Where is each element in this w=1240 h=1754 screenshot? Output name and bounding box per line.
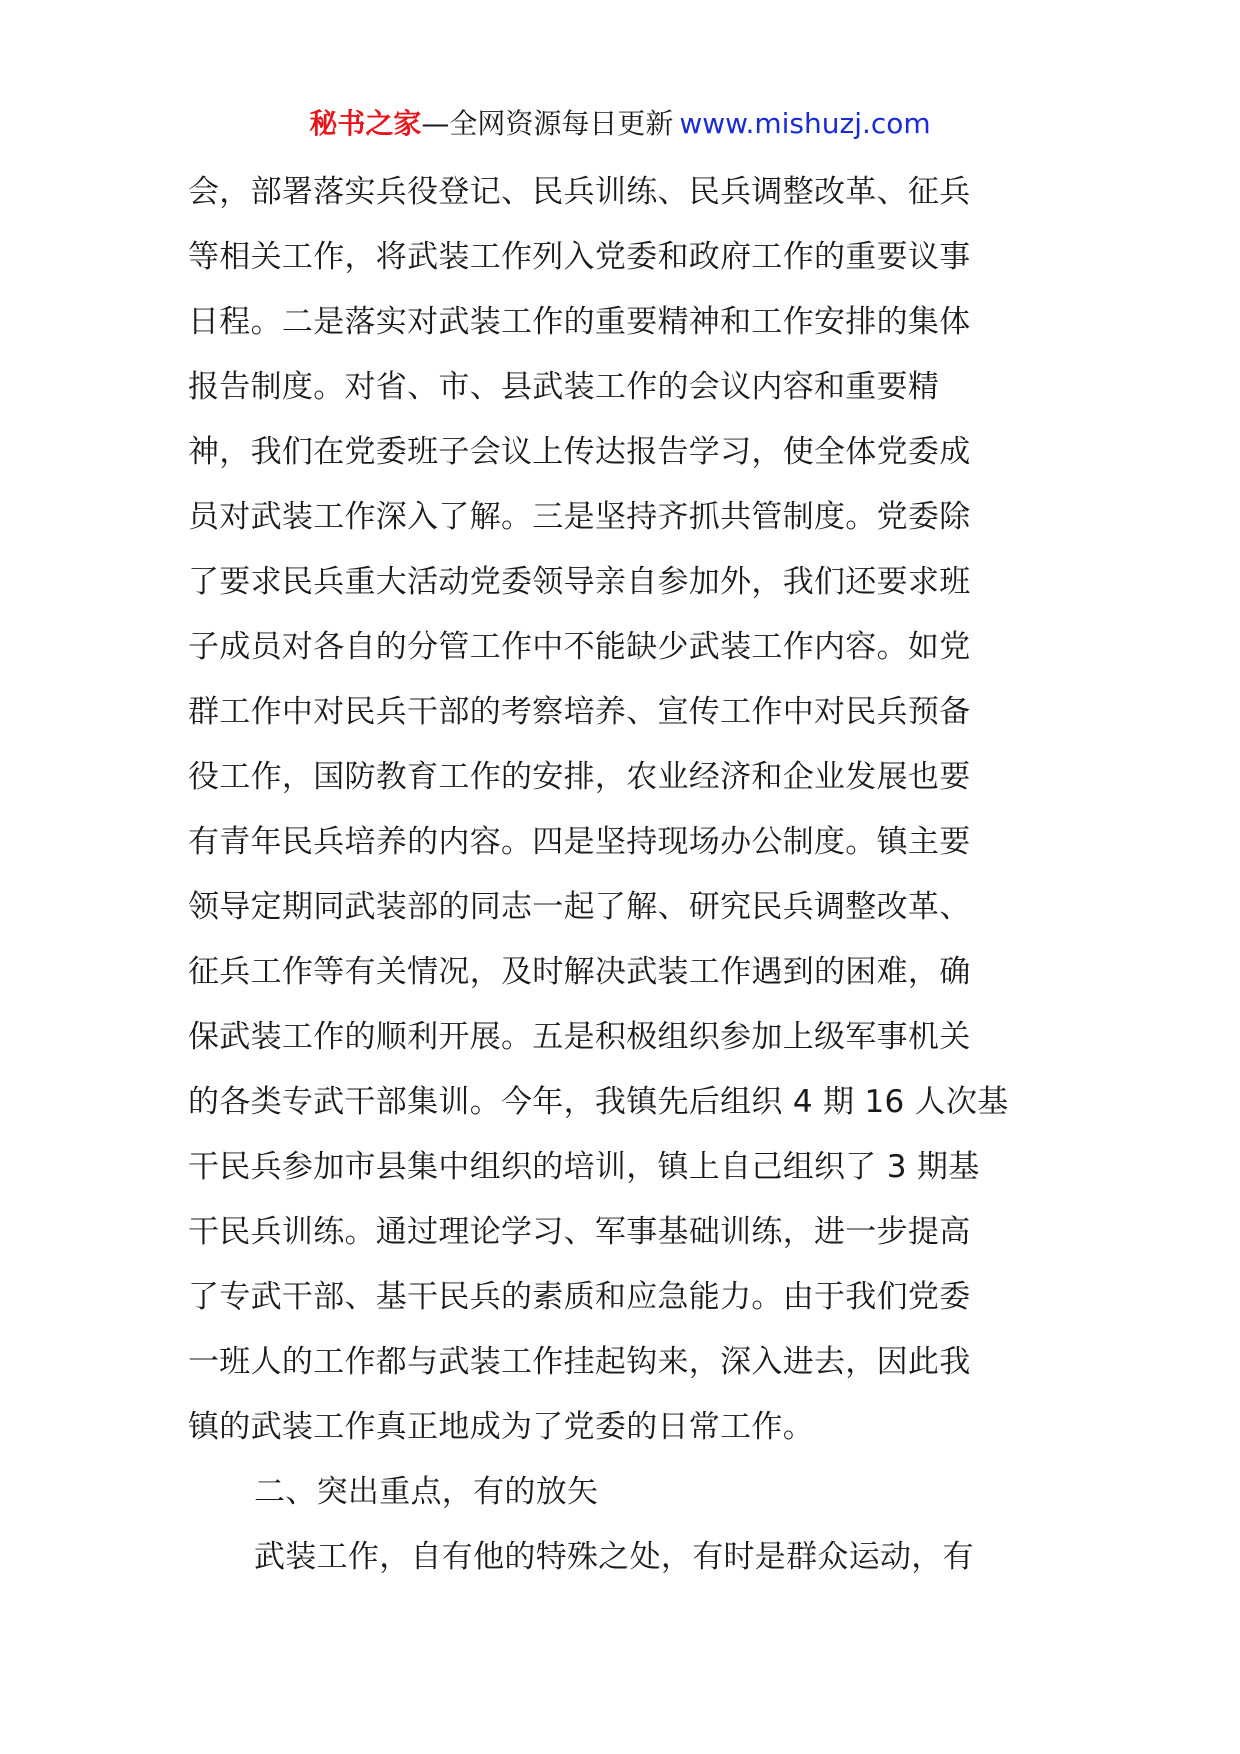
text-line: 群工作中对民兵干部的考察培养、宣传工作中对民兵预备 <box>188 694 971 730</box>
text-line: 保武装工作的顺利开展。五是积极组织参加上级军事机关 <box>188 1019 971 1055</box>
text-line: 领导定期同武装部的同志一起了解、研究民兵调整改革、 <box>188 889 971 925</box>
page-header <box>0 104 1240 144</box>
section-heading: 二、突出重点，有的放矢 <box>254 1474 599 1510</box>
text-line: 有青年民兵培养的内容。四是坚持现场办公制度。镇主要 <box>188 824 971 860</box>
text-line: 的各类专武干部集训。今年，我镇先后组织 4 期 16 人次基 <box>188 1084 1009 1120</box>
text-line: 了要求民兵重大活动党委领导亲自参加外，我们还要求班 <box>188 564 971 600</box>
header-tagline: —全网资源每日更新 <box>421 107 674 140</box>
text-line: 了专武干部、基干民兵的素质和应急能力。由于我们党委 <box>188 1279 971 1315</box>
text-line: 干民兵参加市县集中组织的培训，镇上自己组织了 3 期基 <box>188 1149 980 1185</box>
text-line: 会，部署落实兵役登记、民兵训练、民兵调整改革、征兵 <box>188 174 971 210</box>
text-line: 日程。二是落实对武装工作的重要精神和工作安排的集体 <box>188 304 971 340</box>
text-line: 神，我们在党委班子会议上传达报告学习，使全体党委成 <box>188 434 971 470</box>
text-line: 员对武装工作深入了解。三是坚持齐抓共管制度。党委除 <box>188 499 971 535</box>
site-url-link[interactable]: www.mishuzj.com <box>679 107 931 140</box>
text-line: 干民兵训练。通过理论学习、军事基础训练，进一步提高 <box>188 1214 971 1250</box>
text-line: 子成员对各自的分管工作中不能缺少武装工作内容。如党 <box>188 629 971 665</box>
paragraph-first-line: 武装工作，自有他的特殊之处，有时是群众运动，有 <box>254 1539 974 1575</box>
text-line: 一班人的工作都与武装工作挂起钩来，深入进去，因此我 <box>188 1344 971 1380</box>
text-line: 等相关工作，将武装工作列入党委和政府工作的重要议事 <box>188 239 971 275</box>
text-line: 报告制度。对省、市、县武装工作的会议内容和重要精 <box>188 369 940 405</box>
text-line: 役工作，国防教育工作的安排，农业经济和企业发展也要 <box>188 759 971 795</box>
text-line: 镇的武装工作真正地成为了党委的日常工作。 <box>188 1409 814 1445</box>
text-line: 征兵工作等有关情况，及时解决武装工作遇到的困难，确 <box>188 954 971 990</box>
brand-name: 秘书之家 <box>309 107 422 140</box>
document-body <box>188 160 1058 1590</box>
